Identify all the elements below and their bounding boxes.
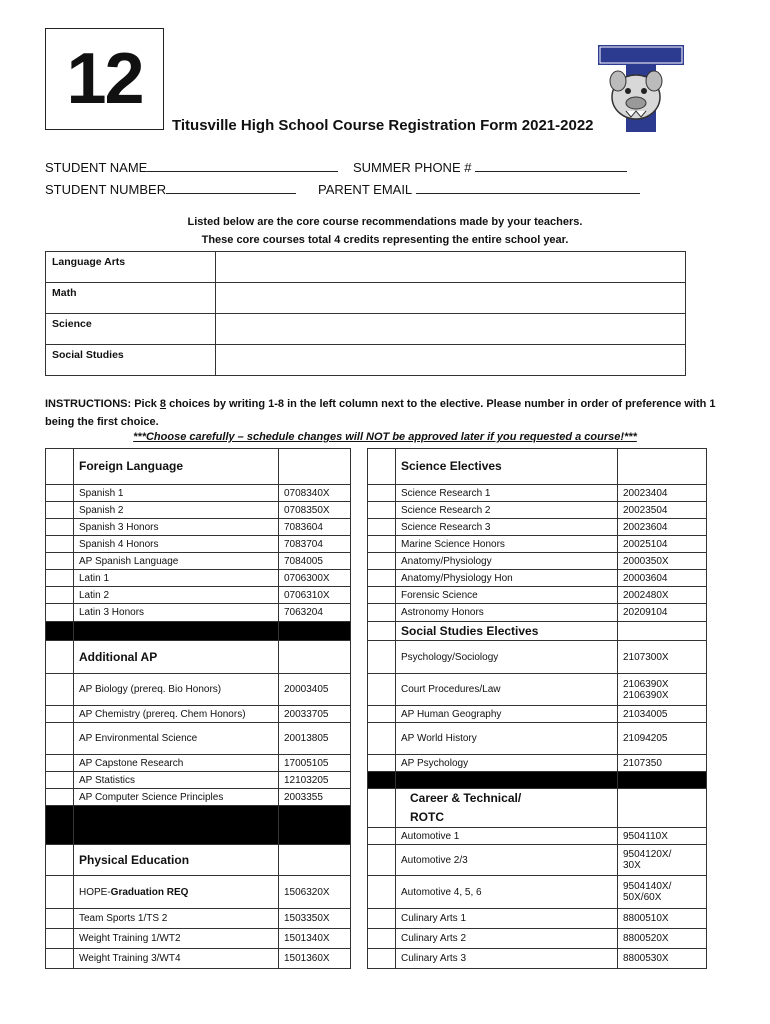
course-name xyxy=(74,876,279,909)
course-row xyxy=(368,909,707,929)
course-name xyxy=(396,502,618,519)
course-name-text: AP Spanish Language xyxy=(79,555,179,567)
course-code-text: 8800530X xyxy=(623,953,669,964)
choice-number-cell[interactable] xyxy=(368,706,396,723)
course-name xyxy=(74,789,279,806)
course-name-text: AP Biology (prereq. Bio Honors) xyxy=(79,684,222,695)
divider-cell xyxy=(618,772,707,789)
course-code-text: 20033705 xyxy=(284,708,329,720)
core-entry[interactable] xyxy=(216,345,686,376)
course-code xyxy=(279,674,351,706)
choice-number-cell[interactable] xyxy=(46,876,74,909)
choice-number-cell[interactable] xyxy=(368,929,396,949)
course-row xyxy=(368,828,707,845)
form-title: Titusville High School Course Registration Form 2021-2022 xyxy=(172,117,594,134)
course-name-text: AP Chemistry (prereq. Chem Honors) xyxy=(79,708,246,720)
course-row xyxy=(368,641,707,674)
course-name xyxy=(396,485,618,502)
course-code-text: 2106390X 2106390X xyxy=(623,678,669,701)
choice-number-cell[interactable] xyxy=(46,909,74,929)
divider-cell xyxy=(74,806,279,845)
choice-number-cell xyxy=(46,641,74,674)
course-row xyxy=(46,909,351,929)
course-code-text: 7083604 xyxy=(284,521,323,533)
course-name-text: Latin 2 xyxy=(79,589,110,601)
choice-number-cell[interactable] xyxy=(368,755,396,772)
course-name xyxy=(74,519,279,536)
course-code xyxy=(618,929,707,949)
course-name xyxy=(74,706,279,723)
course-name xyxy=(396,536,618,553)
left-electives-table xyxy=(45,448,351,969)
course-code-text: 17005105 xyxy=(284,757,329,769)
course-name-text: AP World History xyxy=(401,733,477,744)
course-code-text: 20023504 xyxy=(623,504,668,516)
divider-cell xyxy=(279,806,351,845)
choice-number-cell xyxy=(46,845,74,876)
divider-cell xyxy=(46,622,74,641)
course-name-text: Spanish 4 Honors xyxy=(79,538,159,550)
school-logo-icon xyxy=(598,45,684,132)
course-code-text: 0706310X xyxy=(284,589,330,601)
course-row xyxy=(368,587,707,604)
core-note-line2: These core courses total 4 credits representing the entire school year. xyxy=(201,234,569,246)
course-code-text: 9504110X xyxy=(623,830,668,842)
choice-number-cell[interactable] xyxy=(46,723,74,755)
course-name-text: Marine Science Honors xyxy=(401,538,505,550)
choice-number-cell[interactable] xyxy=(46,553,74,570)
course-name-text: HOPE- xyxy=(79,886,111,898)
course-name xyxy=(74,949,279,969)
choice-number-cell[interactable] xyxy=(368,845,396,876)
course-code xyxy=(618,755,707,772)
divider-cell xyxy=(396,772,618,789)
choice-number-cell xyxy=(368,622,396,641)
course-code xyxy=(279,502,351,519)
choice-number-cell[interactable] xyxy=(368,553,396,570)
course-code-text: 20023404 xyxy=(623,487,668,499)
course-name-text: Court Procedures/Law xyxy=(401,684,501,695)
course-name xyxy=(74,909,279,929)
course-name xyxy=(74,929,279,949)
course-name-text: Weight Training 1/WT2 xyxy=(79,933,181,944)
choice-number-cell[interactable] xyxy=(46,789,74,806)
section-header-row xyxy=(368,449,707,485)
choice-number-cell[interactable] xyxy=(46,536,74,553)
course-name xyxy=(74,536,279,553)
course-row xyxy=(46,949,351,969)
course-row xyxy=(46,502,351,519)
course-name xyxy=(396,845,618,876)
course-code-text: 2107300X xyxy=(623,651,669,663)
choice-number-cell[interactable] xyxy=(46,485,74,502)
course-code xyxy=(618,641,707,674)
choice-number-cell[interactable] xyxy=(46,587,74,604)
course-name-text: Spanish 3 Honors xyxy=(79,521,159,533)
course-code-text: 21094205 xyxy=(623,733,668,744)
course-row xyxy=(368,723,707,755)
choice-number-cell[interactable] xyxy=(46,949,74,969)
course-name xyxy=(74,604,279,622)
course-code xyxy=(618,909,707,929)
choice-number-cell xyxy=(368,789,396,828)
course-name-text: Culinary Arts 3 xyxy=(401,953,467,964)
course-name-text: Automotive 4, 5, 6 xyxy=(401,886,482,898)
course-name xyxy=(74,502,279,519)
course-code-text: 0708340X xyxy=(284,487,330,499)
course-code xyxy=(618,789,707,828)
choice-number-cell[interactable] xyxy=(46,570,74,587)
course-row xyxy=(46,519,351,536)
choice-number-cell[interactable] xyxy=(368,723,396,755)
course-code-text: 20209104 xyxy=(623,607,668,618)
choice-number-cell[interactable] xyxy=(368,587,396,604)
course-name-text: Latin 3 Honors xyxy=(79,607,145,618)
choice-number-cell[interactable] xyxy=(46,929,74,949)
course-code xyxy=(279,570,351,587)
course-code-text: 21034005 xyxy=(623,708,668,720)
course-name xyxy=(396,570,618,587)
course-code xyxy=(618,949,707,969)
core-label: Social Studies xyxy=(46,345,216,376)
course-row xyxy=(46,485,351,502)
grade-box: 12 xyxy=(45,28,164,130)
course-code xyxy=(279,772,351,789)
course-code-text: 20013805 xyxy=(284,733,329,744)
core-label: Math xyxy=(46,283,216,314)
course-name xyxy=(396,587,618,604)
section-title xyxy=(396,622,618,641)
choice-number-cell[interactable] xyxy=(368,909,396,929)
course-code xyxy=(618,604,707,622)
divider-cell xyxy=(46,806,74,845)
section-divider xyxy=(368,772,707,789)
course-row xyxy=(368,536,707,553)
course-code xyxy=(279,553,351,570)
course-name-text: Weight Training 3/WT4 xyxy=(79,953,181,964)
course-row xyxy=(368,519,707,536)
course-name xyxy=(396,909,618,929)
section-header-row xyxy=(46,449,351,485)
course-row xyxy=(46,604,351,622)
section-title xyxy=(396,789,618,828)
course-code xyxy=(279,485,351,502)
course-name xyxy=(74,553,279,570)
course-row xyxy=(46,755,351,772)
course-code xyxy=(618,587,707,604)
course-row xyxy=(368,502,707,519)
course-name-text: Physical Education xyxy=(79,852,190,867)
section-header-row xyxy=(46,641,351,674)
core-row xyxy=(46,283,686,314)
course-code-text: 20003604 xyxy=(623,572,668,584)
course-name-text: AP Statistics xyxy=(79,774,135,786)
course-name-text: Spanish 2 xyxy=(79,504,124,516)
course-row xyxy=(368,755,707,772)
choice-number-cell[interactable] xyxy=(368,674,396,706)
course-row xyxy=(46,706,351,723)
course-code xyxy=(618,485,707,502)
choice-number-cell[interactable] xyxy=(368,876,396,909)
course-name-text: Culinary Arts 1 xyxy=(401,913,467,924)
course-code xyxy=(279,519,351,536)
choice-number-cell[interactable] xyxy=(368,502,396,519)
course-row xyxy=(368,706,707,723)
course-code xyxy=(279,949,351,969)
divider-cell xyxy=(74,622,279,641)
student-name-field[interactable]: STUDENT NAME xyxy=(45,159,338,175)
student-number-field[interactable]: STUDENT NUMBER xyxy=(45,181,296,197)
choice-number-cell[interactable] xyxy=(368,828,396,845)
course-name-text: Team Sports 1/TS 2 xyxy=(79,913,168,924)
course-name xyxy=(74,723,279,755)
core-row xyxy=(46,314,686,345)
course-name-text: AP Capstone Research xyxy=(79,757,184,769)
course-code-text: 1501340X xyxy=(284,933,330,944)
core-note-line1: Listed below are the core course recommendations made by your teachers. xyxy=(187,216,583,228)
course-code-text: 2000350X xyxy=(623,555,669,567)
course-row xyxy=(46,674,351,706)
course-code-text: 20023604 xyxy=(623,521,668,533)
course-name-text: AP Human Geography xyxy=(401,708,502,720)
course-code-text: 20025104 xyxy=(623,538,668,550)
course-name xyxy=(396,929,618,949)
course-code-text: 7083704 xyxy=(284,538,323,550)
course-name-text: Astronomy Honors xyxy=(401,607,484,618)
course-name xyxy=(396,553,618,570)
course-code xyxy=(279,789,351,806)
course-name-text: Science Electives xyxy=(401,459,502,473)
course-code-text: 0706300X xyxy=(284,572,330,584)
course-name xyxy=(396,674,618,706)
course-code-text: 9504140X/ 50X/60X xyxy=(623,881,672,903)
course-row xyxy=(46,772,351,789)
course-row xyxy=(368,553,707,570)
summer-phone-field[interactable]: SUMMER PHONE # xyxy=(353,159,627,175)
course-name xyxy=(74,587,279,604)
course-code xyxy=(279,755,351,772)
course-name xyxy=(396,876,618,909)
section-title xyxy=(74,449,279,485)
course-name xyxy=(396,723,618,755)
core-label: Language Arts xyxy=(46,252,216,283)
core-entry[interactable] xyxy=(216,283,686,314)
course-name xyxy=(396,706,618,723)
course-code xyxy=(618,674,707,706)
course-row xyxy=(368,949,707,969)
course-code xyxy=(279,909,351,929)
course-name-text: Social Studies Electives xyxy=(401,623,539,638)
course-code xyxy=(618,828,707,845)
course-name-text: Science Research 1 xyxy=(401,487,491,499)
course-name-text: Automotive 1 xyxy=(401,830,460,842)
section-title xyxy=(74,641,279,674)
course-name-text: Science Research 3 xyxy=(401,521,491,533)
course-row xyxy=(46,789,351,806)
course-name-text: Latin 1 xyxy=(79,572,110,584)
course-row xyxy=(46,929,351,949)
course-code-text: 1506320X xyxy=(284,886,330,898)
section-header-row xyxy=(368,789,707,828)
course-code xyxy=(279,641,351,674)
course-code xyxy=(618,723,707,755)
course-row xyxy=(368,845,707,876)
course-name-text: Psychology/Sociology xyxy=(401,651,499,663)
course-row xyxy=(368,674,707,706)
course-row xyxy=(46,587,351,604)
divider-cell xyxy=(368,772,396,789)
course-code-text: 20003405 xyxy=(284,684,329,695)
course-name xyxy=(396,755,618,772)
course-name-emphasis: Graduation REQ xyxy=(110,886,189,898)
course-code-text: 7084005 xyxy=(284,555,323,567)
course-code xyxy=(279,876,351,909)
course-name xyxy=(74,674,279,706)
course-code-text: 2003355 xyxy=(284,791,323,803)
core-label: Science xyxy=(46,314,216,345)
course-name-text: Automotive 2/3 xyxy=(401,854,468,866)
course-code xyxy=(279,587,351,604)
choice-number-cell[interactable] xyxy=(46,519,74,536)
choice-number-cell[interactable] xyxy=(46,755,74,772)
course-code xyxy=(618,706,707,723)
course-code xyxy=(618,449,707,485)
course-code xyxy=(618,536,707,553)
core-row xyxy=(46,252,686,283)
warning-note: ***Choose carefully – schedule changes will NOT be approved later if you requested a course!*** xyxy=(133,431,637,443)
section-header-row xyxy=(368,622,707,641)
course-code xyxy=(279,706,351,723)
course-name-text: AP Computer Science Principles xyxy=(79,791,224,803)
course-code-text: 1501360X xyxy=(284,953,330,964)
course-row xyxy=(368,485,707,502)
course-row xyxy=(46,723,351,755)
course-code-text: 12103205 xyxy=(284,774,329,786)
course-code xyxy=(279,845,351,876)
course-name xyxy=(396,519,618,536)
course-row xyxy=(368,876,707,909)
core-row xyxy=(46,345,686,376)
course-name-text: Career & Technical/ ROTC xyxy=(410,791,522,824)
choice-number-cell[interactable] xyxy=(46,604,74,622)
choice-number-cell xyxy=(46,449,74,485)
core-courses-table xyxy=(45,251,686,376)
course-code-text: 0708350X xyxy=(284,504,330,516)
course-name xyxy=(74,755,279,772)
course-code xyxy=(618,502,707,519)
choice-number-cell[interactable] xyxy=(46,706,74,723)
course-code xyxy=(618,845,707,876)
choice-number-cell[interactable] xyxy=(368,949,396,969)
course-row xyxy=(368,570,707,587)
course-name xyxy=(396,604,618,622)
course-name-text: Science Research 2 xyxy=(401,504,491,516)
course-row xyxy=(46,876,351,909)
course-name xyxy=(74,772,279,789)
choice-number-cell[interactable] xyxy=(46,772,74,789)
course-code xyxy=(279,929,351,949)
divider-cell xyxy=(279,622,351,641)
course-code xyxy=(279,449,351,485)
course-code-text: 7063204 xyxy=(284,607,323,618)
choice-number-cell xyxy=(368,449,396,485)
choice-number-cell[interactable] xyxy=(368,519,396,536)
choice-number-cell[interactable] xyxy=(368,536,396,553)
section-divider xyxy=(46,806,351,845)
course-name xyxy=(396,641,618,674)
course-name-text: Anatomy/Physiology xyxy=(401,555,492,567)
right-electives-table xyxy=(367,448,707,969)
course-row xyxy=(368,604,707,622)
course-name-text: Spanish 1 xyxy=(79,487,124,499)
choice-number-cell[interactable] xyxy=(368,604,396,622)
choice-number-cell[interactable] xyxy=(368,641,396,674)
course-name-text: Forensic Science xyxy=(401,589,478,601)
course-code xyxy=(279,604,351,622)
course-name-text: AP Environmental Science xyxy=(79,733,198,744)
course-name xyxy=(396,828,618,845)
course-code-text: 8800510X xyxy=(623,913,669,924)
choice-number-cell[interactable] xyxy=(46,502,74,519)
course-row xyxy=(368,929,707,949)
course-code-text: 2002480X xyxy=(623,589,669,601)
course-code xyxy=(618,553,707,570)
section-title xyxy=(74,845,279,876)
course-code xyxy=(618,519,707,536)
choice-number-cell[interactable] xyxy=(368,570,396,587)
course-name-text: Anatomy/Physiology Hon xyxy=(401,572,513,584)
course-code-text: 2107350 xyxy=(623,757,662,769)
course-code xyxy=(618,622,707,641)
course-row xyxy=(46,570,351,587)
section-title xyxy=(396,449,618,485)
course-code-text: 9504120X/ 30X xyxy=(623,849,672,871)
course-code xyxy=(618,876,707,909)
course-name-text: AP Psychology xyxy=(401,757,469,769)
section-divider xyxy=(46,622,351,641)
course-code xyxy=(618,570,707,587)
course-name-text: Culinary Arts 2 xyxy=(401,933,467,944)
core-entry[interactable] xyxy=(216,252,686,283)
course-code-text: 1503350X xyxy=(284,913,330,924)
instructions: INSTRUCTIONS: Pick 8 choices by writing 1-8 in the left column next to the elective. Please number in order of preference with 1 being the first choice. xyxy=(45,398,716,428)
choice-number-cell[interactable] xyxy=(368,485,396,502)
course-row xyxy=(46,553,351,570)
course-row xyxy=(46,536,351,553)
course-name-text: Additional AP xyxy=(79,649,158,664)
course-name-text: Foreign Language xyxy=(79,459,184,473)
course-name xyxy=(74,485,279,502)
core-entry[interactable] xyxy=(216,314,686,345)
course-name xyxy=(396,949,618,969)
parent-email-field[interactable]: PARENT EMAIL xyxy=(318,181,640,197)
choice-number-cell[interactable] xyxy=(46,674,74,706)
course-code xyxy=(279,723,351,755)
course-name xyxy=(74,570,279,587)
course-code xyxy=(279,536,351,553)
course-code-text: 8800520X xyxy=(623,933,669,944)
section-header-row xyxy=(46,845,351,876)
